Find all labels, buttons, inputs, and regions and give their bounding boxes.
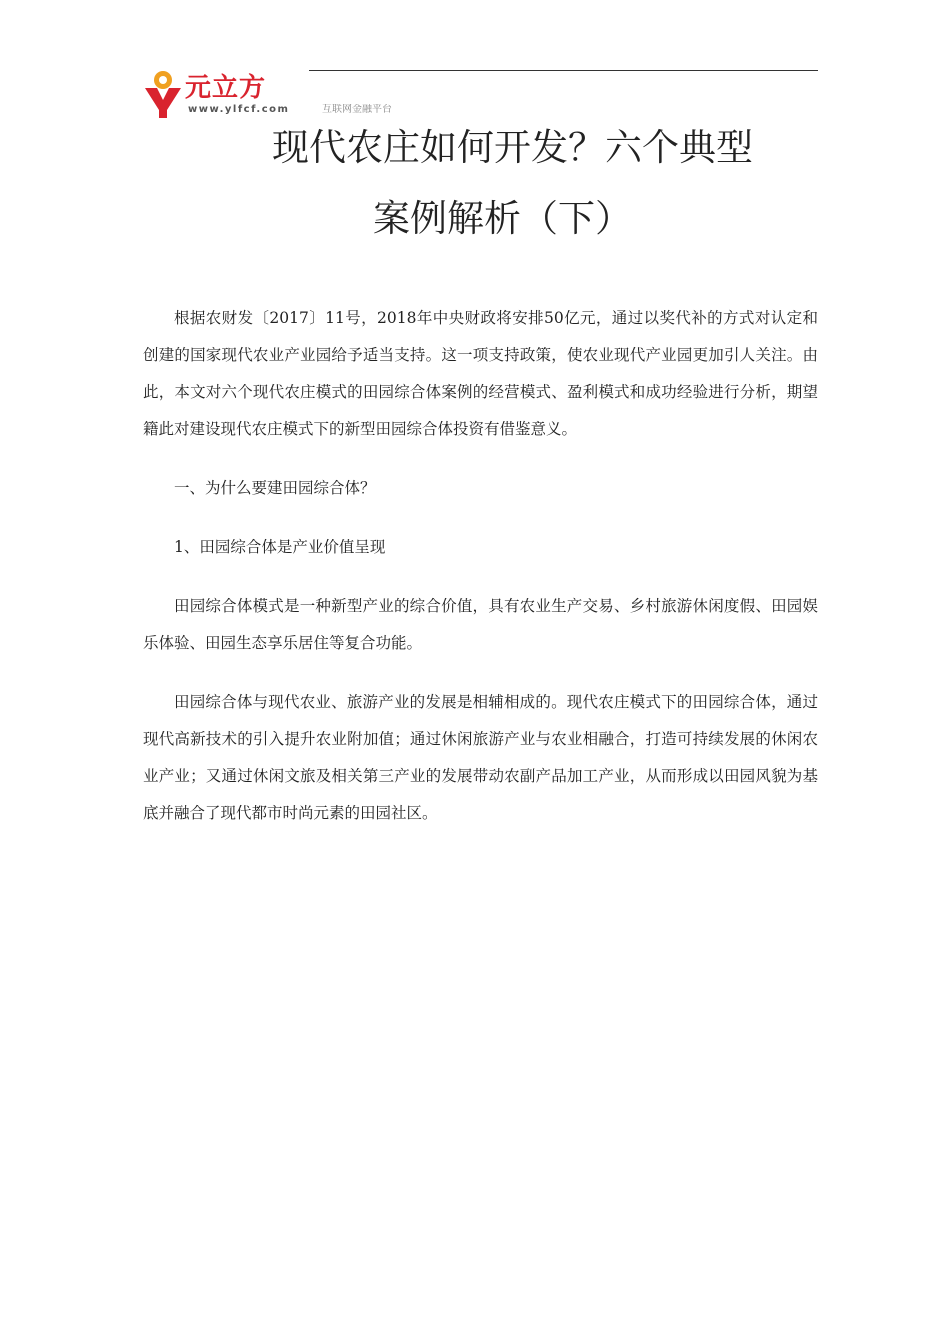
logo-slogan: 互联网金融平台 <box>322 104 392 113</box>
subsection-heading: 1、田园综合体是产业价值呈现 <box>174 538 386 556</box>
logo-mark-icon <box>143 70 183 120</box>
page-title-line-2: 案例解析（下） <box>373 197 632 240</box>
paragraph-intro: 根据农财发〔2017〕11号，2018年中央财政将安排50亿元，通过以奖代补的方式对认定和创建的国家现代农业产业园给予适当支持。这一项支持政策，使农业现代产业园更加引人关注。由此，本文对六个现代农庄模式的田园综合体案例的经营模式、盈利模式和成功经验进行分析，期望籍此对建设现代农庄模式下的新型田园综合体投资有借鉴意义。 <box>143 309 818 438</box>
company-logo <box>143 70 313 120</box>
paragraph-body: 田园综合体与现代农业、旅游产业的发展是相辅相成的。现代农庄模式下的田园综合体，通过现代高新技术的引入提升农业附加值；通过休闲旅游产业与农业相融合，打造可持续发展的休闲农业产业；又通过休闲文旅及相关第三产业的发展带动农副产品加工产业，从而形成以田园风貌为基底并融合了现代都市时尚元素的田园社区。 <box>143 693 818 822</box>
logo-name: 元立方 <box>185 73 267 103</box>
header-rule <box>309 70 818 71</box>
page-title-line-1: 现代农庄如何开发？六个典型 <box>272 126 753 169</box>
section-heading: 一、为什么要建田园综合体？ <box>174 479 376 497</box>
paragraph-body: 田园综合体模式是一种新型产业的综合价值，具有农业生产交易、乡村旅游休闲度假、田园娱乐体验、田园生态享乐居住等复合功能。 <box>143 597 818 652</box>
logo-url: www.ylfcf.com <box>188 104 290 115</box>
article-body <box>143 300 818 832</box>
